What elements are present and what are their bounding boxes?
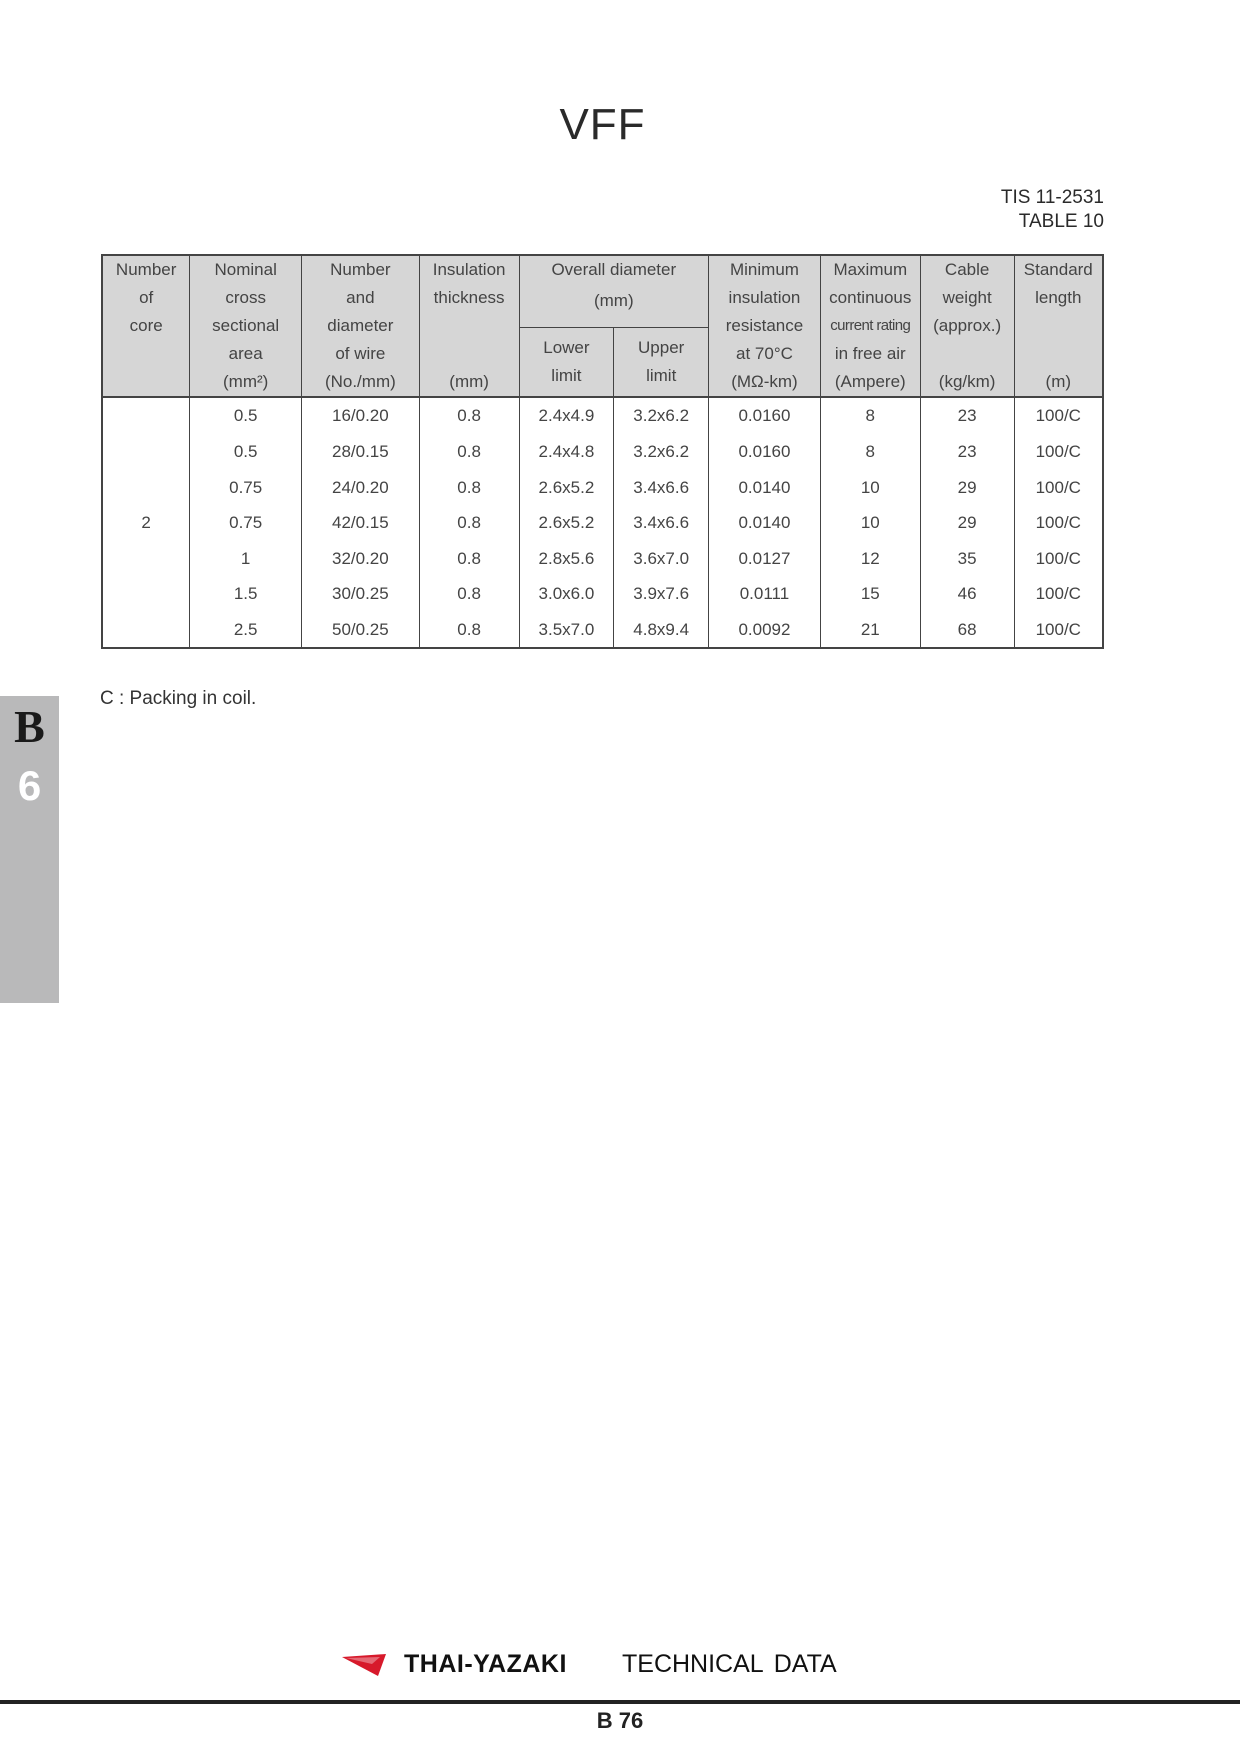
standard-table: TABLE 10 xyxy=(1018,211,1104,232)
page-title: VFF xyxy=(559,100,646,149)
table-cell: 3.4x6.6 xyxy=(614,505,709,541)
table-cell: 46 xyxy=(920,576,1014,612)
header-insulation: Insulation thickness (mm) xyxy=(419,255,519,397)
header-weight: Cable weight (approx.) (kg/km) xyxy=(920,255,1014,397)
table-cell: 0.8 xyxy=(419,576,519,612)
table-cell: 0.8 xyxy=(419,612,519,649)
table-cell: 2.5 xyxy=(190,612,302,649)
table-cell: 0.5 xyxy=(190,397,302,434)
table-cell: 1.5 xyxy=(190,576,302,612)
table-cell: 32/0.20 xyxy=(302,541,420,577)
table-cell: 12 xyxy=(820,541,920,577)
table-cell: 0.0111 xyxy=(709,576,821,612)
table-cell: 50/0.25 xyxy=(302,612,420,649)
table-cell: 29 xyxy=(920,470,1014,506)
table-cell: 35 xyxy=(920,541,1014,577)
table-cell: 0.8 xyxy=(419,470,519,506)
table-cell: 0.8 xyxy=(419,541,519,577)
standard-reference xyxy=(1001,186,1104,234)
table-cell: 100/C xyxy=(1014,576,1103,612)
footer-rule xyxy=(0,1700,1240,1704)
table-row xyxy=(102,434,1103,470)
table-cell: 2.6x5.2 xyxy=(519,470,614,506)
table-cell: 24/0.20 xyxy=(302,470,420,506)
section-tab-number: 6 xyxy=(17,762,42,809)
header-overall-diameter: Overall diameter (mm) xyxy=(519,255,709,328)
table-cell: 2.4x4.8 xyxy=(519,434,614,470)
table-cell: 100/C xyxy=(1014,612,1103,649)
table-cell: 0.0160 xyxy=(709,397,821,434)
header-upper-limit: Upper limit xyxy=(614,328,709,397)
table-cell: 0.0092 xyxy=(709,612,821,649)
footer-text: TECHNICAL DATA xyxy=(622,1650,837,1678)
footer xyxy=(0,1648,1240,1682)
spec-table-body xyxy=(102,397,1103,648)
section-tab xyxy=(0,696,59,1003)
table-cell: 3.2x6.2 xyxy=(614,434,709,470)
table-cell: 2.8x5.6 xyxy=(519,541,614,577)
page-number: B 76 xyxy=(596,1708,644,1733)
header-wire: Number and diameter of wire (No./mm) xyxy=(302,255,420,397)
header-lower-limit: Lower limit xyxy=(519,328,614,397)
table-cell: 8 xyxy=(820,397,920,434)
table-cell: 3.4x6.6 xyxy=(614,470,709,506)
table-cell: 23 xyxy=(920,397,1014,434)
table-row xyxy=(102,541,1103,577)
table-cell: 10 xyxy=(820,505,920,541)
table-row xyxy=(102,397,1103,434)
table-cell: 3.0x6.0 xyxy=(519,576,614,612)
table-cell: 0.75 xyxy=(190,470,302,506)
table-cell: 0.0160 xyxy=(709,434,821,470)
packing-note: C : Packing in coil. xyxy=(100,688,257,709)
table-cell: 100/C xyxy=(1014,541,1103,577)
table-cell: 0.8 xyxy=(419,434,519,470)
table-cell: 8 xyxy=(820,434,920,470)
table-cell: 2.6x5.2 xyxy=(519,505,614,541)
table-cell: 21 xyxy=(820,612,920,649)
table-cell: 0.8 xyxy=(419,397,519,434)
table-cell: 23 xyxy=(920,434,1014,470)
table-cell: 15 xyxy=(820,576,920,612)
table-cell: 0.8 xyxy=(419,505,519,541)
table-cell: 2.4x4.9 xyxy=(519,397,614,434)
footer-brand: THAI-YAZAKI xyxy=(404,1650,567,1678)
header-length: Standard length (m) xyxy=(1014,255,1103,397)
header-cores: Number of core xyxy=(102,255,190,397)
table-cell: 0.5 xyxy=(190,434,302,470)
table-row xyxy=(102,505,1103,541)
table-cell: 42/0.15 xyxy=(302,505,420,541)
table-cell: 0.0140 xyxy=(709,505,821,541)
table-cell: 1 xyxy=(190,541,302,577)
standard-number: TIS 11-2531 xyxy=(1000,187,1104,208)
table-cell: 10 xyxy=(820,470,920,506)
table-cell: 0.75 xyxy=(190,505,302,541)
table-cell: 3.5x7.0 xyxy=(519,612,614,649)
table-cell: 100/C xyxy=(1014,470,1103,506)
table-cell: 30/0.25 xyxy=(302,576,420,612)
table-row xyxy=(102,470,1103,506)
header-area: Nominal cross sectional area (mm²) xyxy=(190,255,302,397)
table-cell: 100/C xyxy=(1014,434,1103,470)
table-cell: 28/0.15 xyxy=(302,434,420,470)
thai-yazaki-logo-icon xyxy=(342,1654,386,1676)
table-cell: 100/C xyxy=(1014,397,1103,434)
spec-table xyxy=(101,254,1104,649)
table-row xyxy=(102,576,1103,612)
header-overall-diameter-unit: (mm) xyxy=(593,291,634,310)
table-cell: 3.9x7.6 xyxy=(614,576,709,612)
table-cell: 3.2x6.2 xyxy=(614,397,709,434)
table-row xyxy=(102,612,1103,649)
table-cell: 0.0127 xyxy=(709,541,821,577)
table-cell: 3.6x7.0 xyxy=(614,541,709,577)
header-current: Maximum continuous current rating in free air (Ampere) xyxy=(820,255,920,397)
core-count-cell: 2 xyxy=(102,397,190,648)
table-cell: 29 xyxy=(920,505,1014,541)
table-cell: 68 xyxy=(920,612,1014,649)
table-cell: 16/0.20 xyxy=(302,397,420,434)
table-cell: 4.8x9.4 xyxy=(614,612,709,649)
header-resistance: Minimum insulation resistance at 70°C (MΩ-km) xyxy=(709,255,821,397)
section-tab-letter: B xyxy=(14,701,45,752)
table-cell: 0.0140 xyxy=(709,470,821,506)
table-cell: 100/C xyxy=(1014,505,1103,541)
